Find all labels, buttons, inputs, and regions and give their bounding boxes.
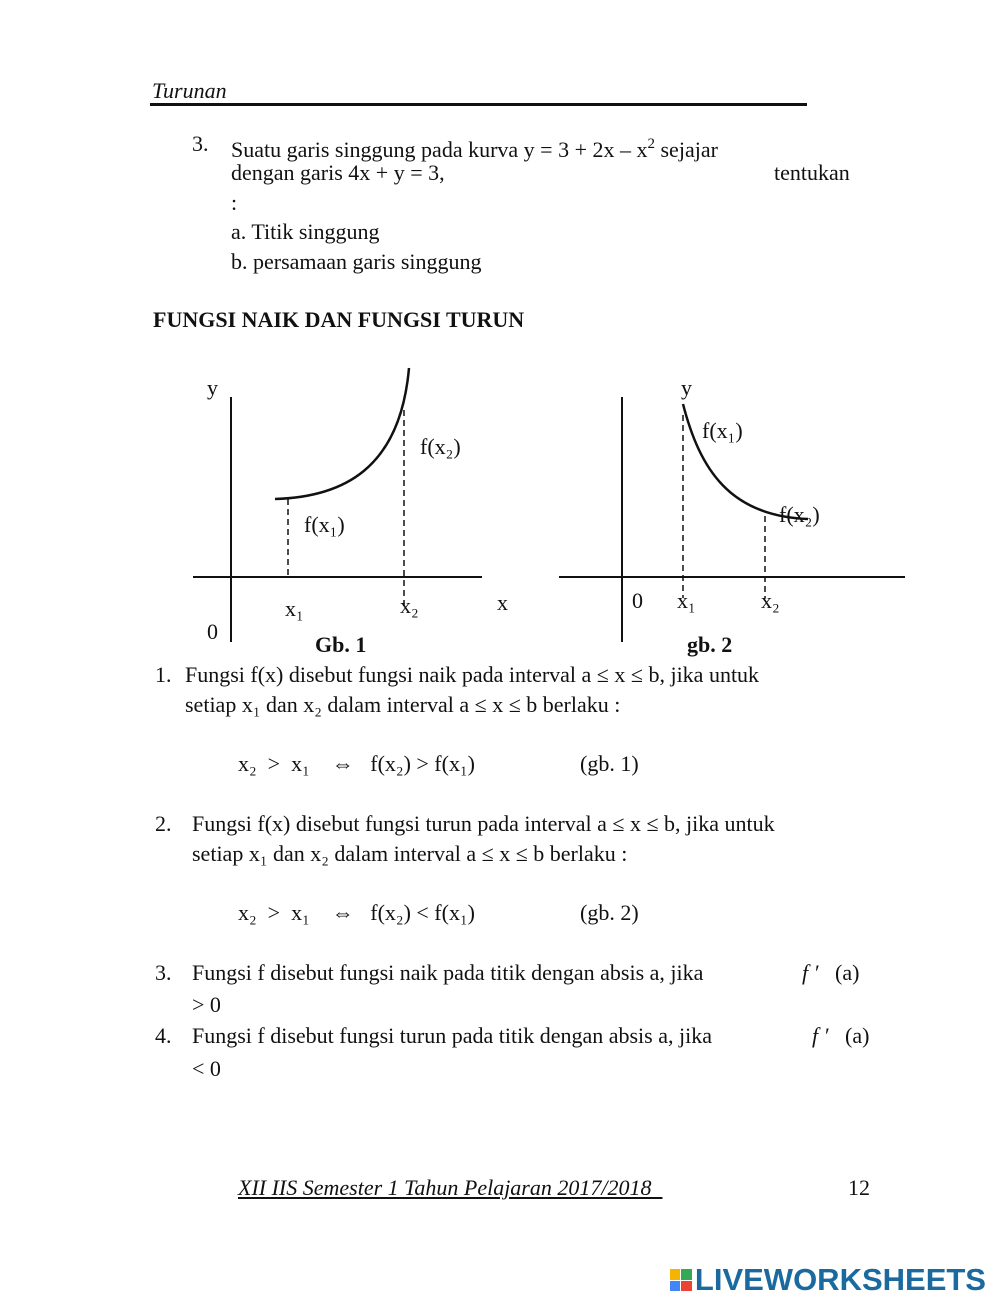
running-header: Turunan <box>152 78 227 103</box>
def1-ref: (gb. 1) <box>580 751 639 776</box>
def1-line-2: setiap x₁ dan x₂ dalam interval a ≤ x ≤ b berlaku : <box>185 692 621 717</box>
def4-line-2: < 0 <box>192 1056 221 1081</box>
def1-formula: x₂ > x₁ ⇔ f(x₂) > f(x₁) <box>238 751 475 776</box>
figures <box>0 360 1000 660</box>
def3-arg: (a) <box>835 960 860 985</box>
fig2-fx1-label: f(x₁) <box>702 418 743 443</box>
fig2-y-label: y <box>681 375 692 400</box>
problem-item-a: a. Titik singgung <box>231 219 380 244</box>
section-heading: FUNGSI NAIK DAN FUNGSI TURUN <box>153 307 525 332</box>
def1-line-1: Fungsi f(x) disebut fungsi naik pada interval a ≤ x ≤ b, jika untuk <box>185 662 760 687</box>
liveworksheets-logo-icon <box>670 1269 692 1291</box>
fig1-y-label: y <box>207 375 218 400</box>
page-number: 12 <box>848 1175 870 1200</box>
header-rule <box>150 103 807 106</box>
problem-item-b: b. persamaan garis singgung <box>231 249 482 274</box>
def2-formula: x₂ > x₁ ⇔ f(x₂) < f(x₁) <box>238 900 475 925</box>
fig2-x1-label: x₁ <box>677 588 696 613</box>
def4-line-1: Fungsi f disebut fungsi turun pada titik dengan absis a, jika <box>192 1023 712 1048</box>
fig1-x1-label: x₁ <box>285 596 304 621</box>
fig2-x2-label: x₂ <box>761 588 780 613</box>
fig1-origin: 0 <box>207 619 218 644</box>
problem-line-3: : <box>231 190 238 215</box>
fig1-x-label: x <box>497 590 508 615</box>
fig2-origin: 0 <box>632 588 643 613</box>
def1-number: 1. <box>155 662 172 687</box>
def2-ref: (gb. 2) <box>580 900 639 925</box>
problem-line-2-right: tentukan <box>774 160 850 185</box>
def2-number: 2. <box>155 811 172 836</box>
def3-line-2: > 0 <box>192 992 221 1017</box>
problem-line-2: dengan garis 4x + y = 3, <box>231 160 445 185</box>
fig1-fx2-label: f(x₂) <box>420 434 461 459</box>
def2-line-2: setiap x₁ dan x₂ dalam interval a ≤ x ≤ b berlaku : <box>192 841 628 866</box>
exponent: 2 <box>647 136 655 152</box>
fig1-caption: Gb. 1 <box>315 632 367 657</box>
figure-1 <box>193 368 508 657</box>
def4-arg: (a) <box>845 1023 870 1048</box>
liveworksheets-logo <box>670 1262 986 1298</box>
def4-number: 4. <box>155 1023 172 1048</box>
brand-name: LIVEWORKSHEETS <box>694 1262 986 1297</box>
problem-number: 3. <box>192 131 209 156</box>
page-footer: XII IIS Semester 1 Tahun Pelajaran 2017/2018 <box>238 1175 663 1200</box>
fig2-caption: gb. 2 <box>687 632 733 657</box>
def4-fprime: f ′ <box>812 1023 829 1048</box>
fig2-fx2-label: f(x₂) <box>779 502 820 527</box>
def3-number: 3. <box>155 960 172 985</box>
figure-2 <box>559 375 905 657</box>
def3-line-1: Fungsi f disebut fungsi naik pada titik dengan absis a, jika <box>192 960 704 985</box>
def3-fprime: f ′ <box>802 960 819 985</box>
def2-line-1: Fungsi f(x) disebut fungsi turun pada interval a ≤ x ≤ b, jika untuk <box>192 811 775 836</box>
fig1-x2-label: x₂ <box>400 593 419 618</box>
fig1-fx1-label: f(x₁) <box>304 512 345 537</box>
fig1-increasing-curve <box>275 368 409 499</box>
problem-line-1: Suatu garis singgung pada kurva $y = 3 + 2x - x^2$ sejajar <box>231 136 718 162</box>
